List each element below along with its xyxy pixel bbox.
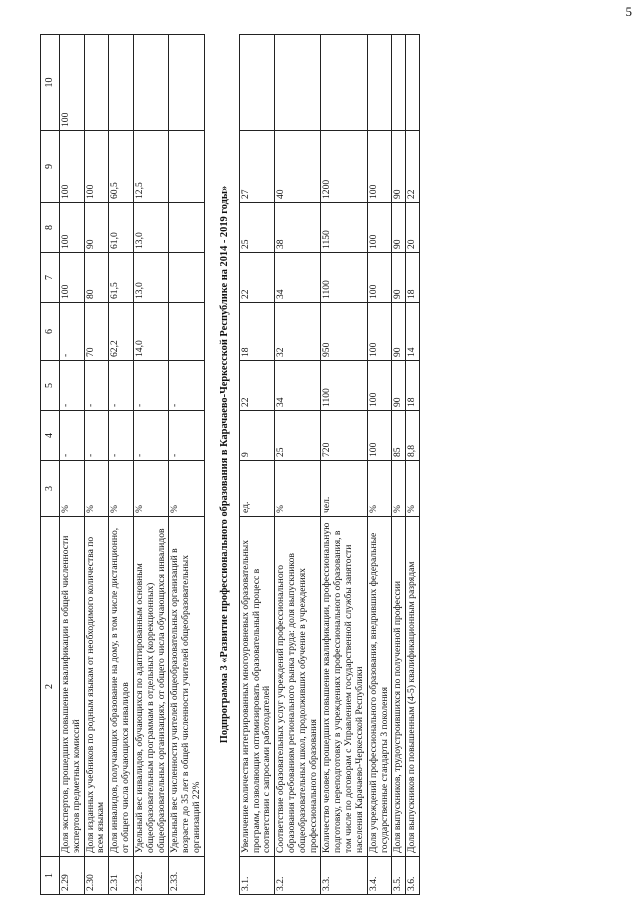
value-cell: 22	[239, 253, 274, 303]
header-cell: 4	[41, 411, 60, 461]
row-number: 3.4.	[367, 857, 392, 895]
unit-cell: %	[60, 461, 85, 517]
header-cell: 9	[41, 131, 60, 203]
value-cell	[169, 131, 204, 203]
row-number: 2.33.	[169, 857, 204, 895]
value-cell: 80	[84, 253, 109, 303]
value-cell: 100	[367, 131, 392, 203]
row-number: 2.29	[60, 857, 85, 895]
value-cell: 18	[406, 361, 420, 411]
value-cell: -	[133, 411, 168, 461]
header-cell: 8	[41, 203, 60, 253]
value-cell: 100	[60, 131, 85, 203]
unit-cell: %	[392, 461, 406, 517]
header-cell: 3	[41, 461, 60, 517]
header-cell: 2	[41, 517, 60, 857]
indicator-name: Доля учреждений профессионального образования, внедривших федеральные государственные стандарты 3 поколения	[367, 517, 392, 857]
table-row	[406, 35, 420, 895]
value-cell: -	[84, 411, 109, 461]
value-cell: 100	[60, 35, 85, 131]
table-row	[133, 35, 168, 895]
table-row	[84, 35, 109, 895]
value-cell: 100	[367, 203, 392, 253]
value-cell: 38	[275, 203, 321, 253]
subprogram-row	[204, 35, 239, 895]
value-cell: 100	[367, 361, 392, 411]
value-cell: 13,0	[133, 203, 168, 253]
unit-cell: чел.	[321, 461, 367, 517]
value-cell: -	[109, 411, 134, 461]
unit-cell: %	[169, 461, 204, 517]
header-cell: 10	[41, 35, 60, 131]
indicators-table	[40, 34, 420, 895]
value-cell	[133, 35, 168, 131]
value-cell: 8,8	[406, 411, 420, 461]
row-number: 3.3.	[321, 857, 367, 895]
value-cell: 32	[275, 303, 321, 361]
value-cell	[367, 35, 392, 131]
value-cell: 85	[392, 411, 406, 461]
value-cell: 25	[239, 203, 274, 253]
value-cell: 90	[392, 203, 406, 253]
value-cell: 1200	[321, 131, 367, 203]
value-cell: 18	[239, 303, 274, 361]
table-row	[239, 35, 274, 895]
value-cell: 60,5	[109, 131, 134, 203]
value-cell: 18	[406, 253, 420, 303]
value-cell: -	[169, 411, 204, 461]
row-number: 2.32.	[133, 857, 168, 895]
value-cell: 13,0	[133, 253, 168, 303]
value-cell: 950	[321, 303, 367, 361]
value-cell: 100	[60, 253, 85, 303]
value-cell: 14	[406, 303, 420, 361]
value-cell: 90	[392, 303, 406, 361]
value-cell: 20	[406, 203, 420, 253]
indicator-name: Удельный вес численности учителей общеобразовательных организаций в возрасте до 35 лет в общей численности учителей общеобразовательных организаций 22%	[169, 517, 204, 857]
value-cell: -	[60, 411, 85, 461]
row-number: 3.5.	[392, 857, 406, 895]
value-cell: 9	[239, 411, 274, 461]
value-cell	[169, 203, 204, 253]
indicator-name: Доля инвалидов, получающих образование на дому, в том числе дистанционно, от общего числа обучающихся инвалидов	[109, 517, 134, 857]
value-cell	[321, 35, 367, 131]
value-cell	[406, 35, 420, 131]
value-cell: -	[84, 361, 109, 411]
value-cell	[169, 253, 204, 303]
value-cell: 100	[60, 203, 85, 253]
value-cell	[109, 35, 134, 131]
value-cell: 1150	[321, 203, 367, 253]
row-number: 3.2.	[275, 857, 321, 895]
header-cell: 7	[41, 253, 60, 303]
table-row	[392, 35, 406, 895]
value-cell: -	[60, 361, 85, 411]
table-row	[275, 35, 321, 895]
header-cell: 5	[41, 361, 60, 411]
table-row	[60, 35, 85, 895]
unit-cell: %	[275, 461, 321, 517]
unit-cell: %	[84, 461, 109, 517]
row-number: 2.31	[109, 857, 134, 895]
table-row	[169, 35, 204, 895]
table-row	[321, 35, 367, 895]
value-cell: 720	[321, 411, 367, 461]
indicator-name: Доля выпускников, трудоустроившихся по полученной профессии	[392, 517, 406, 857]
value-cell: -	[109, 361, 134, 411]
indicator-name: Доля экспертов, прошедших повышение квалификации в общей численности экспертов предметных комиссий	[60, 517, 85, 857]
value-cell: 40	[275, 131, 321, 203]
subprogram-title: Подпрограмма 3 «Развитие профессионального образования в Карачаево-Черкесской Республике на 2014 - 2019 годы»	[218, 185, 230, 744]
row-number: 3.1.	[239, 857, 274, 895]
table-row	[367, 35, 392, 895]
unit-cell: ед.	[239, 461, 274, 517]
unit-cell: %	[109, 461, 134, 517]
unit-cell: %	[367, 461, 392, 517]
table-row	[109, 35, 134, 895]
value-cell: 62,2	[109, 303, 134, 361]
indicator-name: Доля выпускников по повышенным (4-5) квалификационным разрядам	[406, 517, 420, 857]
value-cell: 12,5	[133, 131, 168, 203]
value-cell	[239, 35, 274, 131]
value-cell	[275, 35, 321, 131]
value-cell: -	[169, 361, 204, 411]
value-cell: 25	[275, 411, 321, 461]
value-cell: 27	[239, 131, 274, 203]
value-cell: 90	[392, 253, 406, 303]
value-cell: 1100	[321, 253, 367, 303]
value-cell: 100	[367, 303, 392, 361]
value-cell: 22	[239, 361, 274, 411]
value-cell: 100	[367, 253, 392, 303]
indicator-name: Количество человек, прошедших повышение квалификации, профессиональную подготовку, переподготовку в учреждениях профессионального образования, в том числе по договорам с Управлением государственной службы занятости населения Карачаево-Черкесской Республики	[321, 517, 367, 857]
page-number: 5	[625, 4, 632, 19]
value-cell: 22	[406, 131, 420, 203]
value-cell	[169, 303, 204, 361]
indicator-name: Соответствие образовательных услуг учреждений профессионального образования требованиям регионального рынка труда: доля выпускников общеобразовательных школ, продолживших обучение в учреждениях профессионального образования	[275, 517, 321, 857]
value-cell: 34	[275, 253, 321, 303]
value-cell: 90	[392, 361, 406, 411]
unit-cell: %	[406, 461, 420, 517]
header-cell: 6	[41, 303, 60, 361]
value-cell: 1100	[321, 361, 367, 411]
unit-cell: %	[133, 461, 168, 517]
indicator-name: Увеличение количества интегрированных многоуровневых образовательных программ, позволяющих оптимизировать образовательный процесс в соответствии с запросами работодателей	[239, 517, 274, 857]
value-cell: 90	[84, 203, 109, 253]
row-number: 3.6.	[406, 857, 420, 895]
row-number: 2.30	[84, 857, 109, 895]
indicator-name: Удельный вес инвалидов, обучающихся по адаптированным основным общеобразовательным программам в отдельных (коррекционных) общеобразовательных организациях, от общего числа обучающихся инвалидов	[133, 517, 168, 857]
header-row	[41, 35, 60, 895]
header-cell: 1	[41, 857, 60, 895]
value-cell: 100	[84, 131, 109, 203]
value-cell: 14,0	[133, 303, 168, 361]
value-cell: 61,0	[109, 203, 134, 253]
value-cell	[84, 35, 109, 131]
rotated-table-container	[40, 35, 615, 895]
value-cell: -	[60, 303, 85, 361]
value-cell: 90	[392, 131, 406, 203]
value-cell	[169, 35, 204, 131]
indicator-name: Доля изданных учебников по родным языкам от необходимого количества по всем языкам	[84, 517, 109, 857]
value-cell: 70	[84, 303, 109, 361]
value-cell: 61,5	[109, 253, 134, 303]
value-cell: 34	[275, 361, 321, 411]
value-cell	[392, 35, 406, 131]
value-cell: 100	[367, 411, 392, 461]
value-cell: -	[133, 361, 168, 411]
